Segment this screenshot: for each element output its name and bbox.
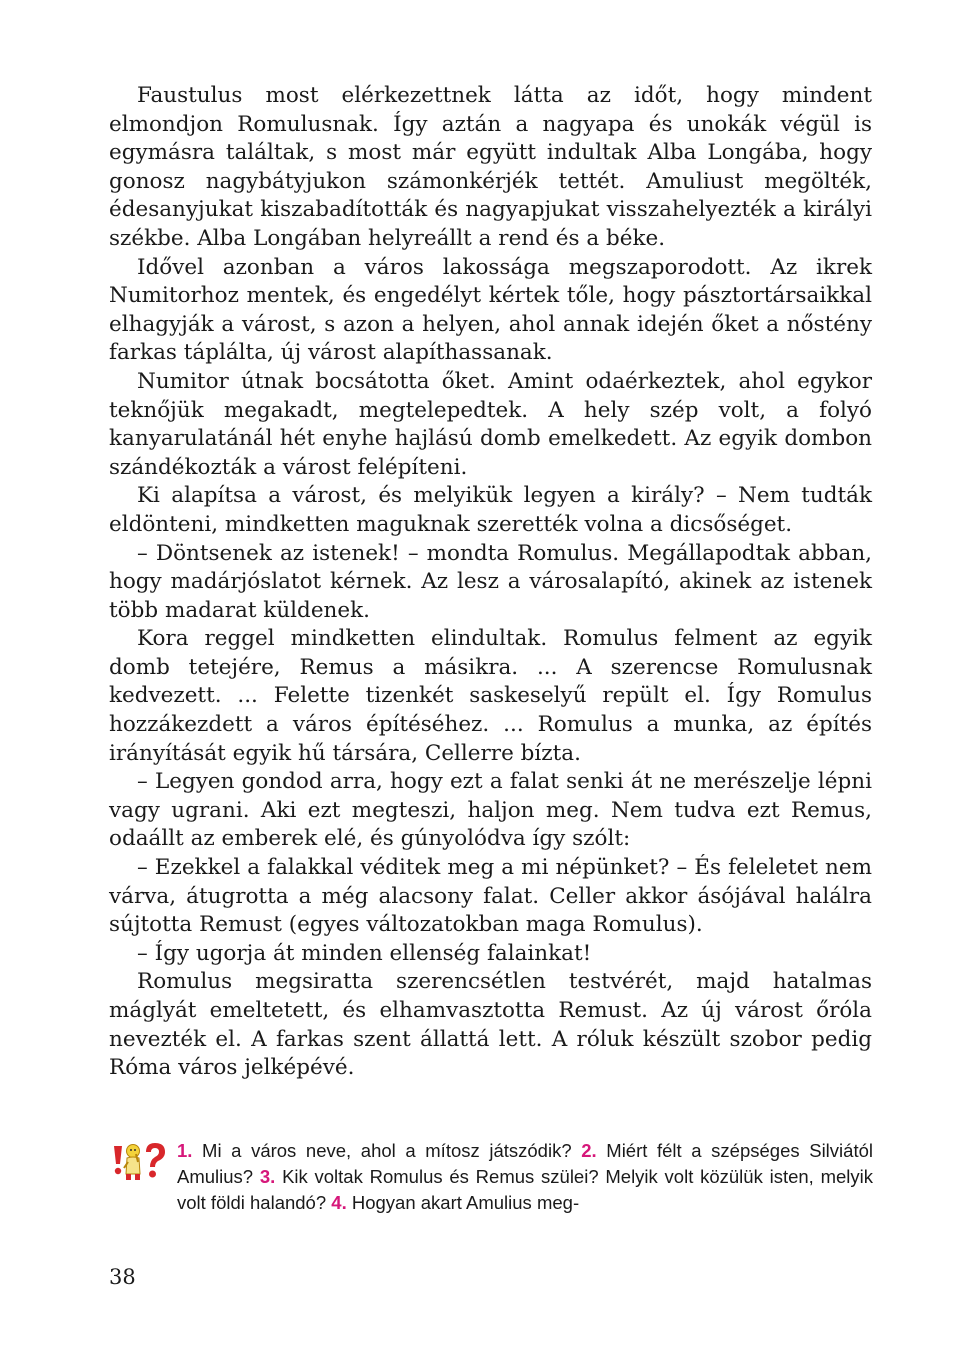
question-text: Hogyan akart Amulius meg- (351, 1192, 580, 1213)
question-number: 2. (581, 1140, 597, 1161)
paragraph: Idővel azonban a város lakossága megszaporodott. Az ikrek Numitorhoz mentek, és engedélyt kértek tőle, hogy pásztortársaikkal elhagyják a várost, s azon a helyen, ahol annak idején őket a nőstény farkas táplálta, új várost alapíthassanak. (109, 254, 872, 366)
question-number: 4. (331, 1192, 347, 1213)
story-text (109, 82, 872, 1083)
paragraph: – Legyen gondod arra, hogy ezt a falat senki át ne merészelje lépni vagy ugrani. Aki ezt megteszi, haljon meg. Nem tudva ezt Remus, odaállt az emberek elé, és gúnyolódva így szólt: (109, 769, 872, 852)
question-text: Miért félt a szépséges Silviától Amulius? (177, 1140, 873, 1187)
paragraph: Romulus megsiratta szerencsétlen testvérét, majd hatalmas máglyát emeltetett, és elhamvasztotta Remust. Az új várost őróla nevezték el. A farkas szent állattá lett. A róluk készült szobor pedig Róma város jelképévé. (109, 969, 872, 1081)
paragraph: Faustulus most elérkezettnek látta az időt, hogy mindent elmondjon Romulusnak. Így aztán a nagyapa és unokák végül is egymásra találtak, s most már együtt indultak Alba Longába, hogy gonosz nagybátyjukon számonkérjék tettét. Amuliust megölték, édesanyjukat kiszabadították és nagyapjukat visszahelyezték a királyi székbe. Alba Longában helyreállt a rend és a béke. (109, 83, 872, 251)
paragraph: – Így ugorja át minden ellenség falainkat! (137, 940, 592, 966)
page-number: 38 (109, 1265, 136, 1289)
thinking-question-icon (110, 1140, 168, 1186)
paragraph: – Ezekkel a falakkal véditek meg a mi népünket? – És feleletet nem várva, átugrotta a még alacsony falat. Celler akkor ásójával halálra sújtotta Remust (egyes változatokban maga Romulus). (109, 855, 872, 938)
question-text: Mi a város neve, ahol a mítosz játszódik? (202, 1140, 572, 1161)
question-text: Kik voltak Romulus és Remus szülei? Melyik volt közülük isten, melyik volt földi halandó? (177, 1166, 873, 1213)
questions-section (110, 1138, 873, 1220)
question-number: 3. (259, 1166, 276, 1187)
paragraph: Kora reggel mindketten elindultak. Romulus felment az egyik domb tetejére, Remus a másikra. ... A szerencse Romulusnak kedvezett. ... Felette tizenkét saskeselyű repült el. Így Romulus hozzákezdett a város építéséhez. ... Romulus a munka, az építés irányítását egyik hű társára, Cellerre bízta. (109, 626, 872, 766)
question-number: 1. (177, 1140, 193, 1161)
paragraph: Numitor útnak bocsátotta őket. Amint odaérkeztek, ahol egykor teknőjük megakadt, megtelepedtek. A hely szép volt, a folyó kanyarulatánál hét enyhe hajlású domb emelkedett. Az egyik dombon szándékozták a várost felépíteni. (109, 368, 872, 480)
paragraph: – Döntsenek az istenek! – mondta Romulus. Megállapodtak abban, hogy madárjóslatot kérnek. Az lesz a városalapító, akinek az istenek több madarat küldenek. (109, 540, 872, 623)
questions-text (177, 1138, 873, 1216)
paragraph: Ki alapítsa a várost, és melyikük legyen a király? – Nem tudták eldönteni, mindketten maguknak szerették volna a dicsőséget. (109, 483, 872, 537)
